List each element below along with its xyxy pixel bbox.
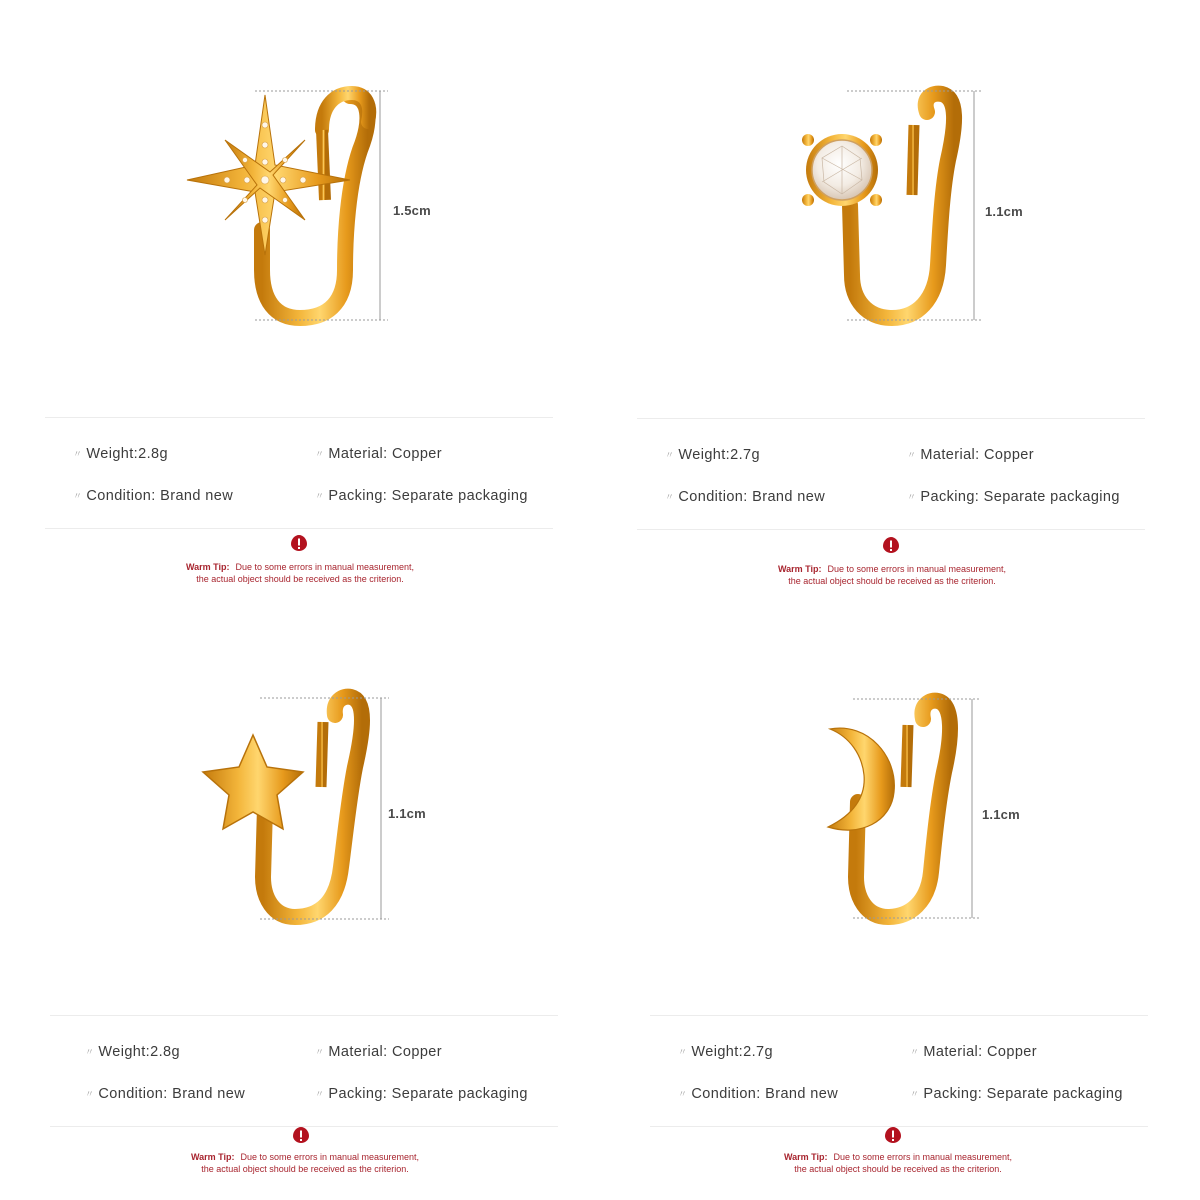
bullet-icon: 〃 [315,449,325,459]
condition-value: Brand new [160,488,234,504]
product-image [592,0,1192,380]
spec-packing [910,1086,1123,1102]
warning-icon [292,1126,310,1144]
packing-label: Packing: [328,488,388,504]
packing-label: Packing: [328,1086,388,1102]
condition-label: Condition: [86,488,156,504]
spec-material [907,447,1034,463]
packing-label: Packing: [920,489,980,505]
spec-weight [85,1044,180,1060]
condition-label: Condition: [691,1086,761,1102]
spec-condition [73,488,233,504]
warm-tip [105,1151,505,1175]
condition-value: Brand new [752,489,826,505]
tip-line1: Due to some errors in manual measurement, [827,564,1007,574]
packing-label: Packing: [923,1086,983,1102]
condition-label: Condition: [678,489,748,505]
product-panel-star [5,597,605,1197]
warning-icon [882,536,900,554]
tip-title: Warm Tip: [777,564,822,574]
crystal-nose-cuff [592,0,1192,380]
bullet-icon: 〃 [665,492,675,502]
warm-tip [692,563,1092,587]
spec-table [50,1015,558,1127]
warning-icon [884,1126,902,1144]
dimension-label: 1.1cm [388,806,426,821]
warm-tip [100,561,500,585]
dimension-label: 1.1cm [982,807,1020,822]
weight-text: Weight:2.7g [691,1044,773,1060]
spec-weight [665,447,760,463]
condition-label: Condition: [98,1086,168,1102]
product-panel-north-star [0,0,600,600]
star-nose-cuff [5,597,605,977]
spec-material [315,1044,442,1060]
bullet-icon: 〃 [910,1047,920,1057]
weight-text: Weight:2.7g [678,447,760,463]
condition-value: Brand new [765,1086,839,1102]
spec-condition [85,1086,245,1102]
spec-material [315,446,442,462]
bullet-icon: 〃 [678,1047,688,1057]
product-panel-crystal [592,0,1192,600]
spec-condition [678,1086,838,1102]
warm-tip [698,1151,1098,1175]
moon-nose-cuff [598,597,1198,977]
packing-value: Separate packaging [391,488,528,504]
material-text: Material: Copper [328,1044,442,1060]
bullet-icon: 〃 [85,1047,95,1057]
weight-text: Weight:2.8g [86,446,168,462]
tip-line1: Due to some errors in manual measurement, [240,1152,420,1162]
bullet-icon: 〃 [315,1047,325,1057]
bullet-icon: 〃 [678,1089,688,1099]
material-text: Material: Copper [920,447,1034,463]
spec-packing [907,489,1120,505]
dimension-label: 1.1cm [985,204,1023,219]
spec-table [650,1015,1148,1127]
spec-table [637,418,1145,530]
bullet-icon: 〃 [315,491,325,501]
spec-packing [315,1086,528,1102]
bullet-icon: 〃 [907,492,917,502]
product-image [0,0,600,380]
packing-value: Separate packaging [986,1086,1123,1102]
product-image [598,597,1198,977]
spec-table [45,417,553,529]
product-panel-moon [598,597,1198,1197]
packing-value: Separate packaging [983,489,1120,505]
bullet-icon: 〃 [665,450,675,460]
bullet-icon: 〃 [315,1089,325,1099]
spec-weight [73,446,168,462]
spec-condition [665,489,825,505]
bullet-icon: 〃 [907,450,917,460]
tip-title: Warm Tip: [185,562,230,572]
north-star-nose-cuff [0,0,600,380]
tip-title: Warm Tip: [783,1152,828,1162]
product-image [5,597,605,977]
bullet-icon: 〃 [910,1089,920,1099]
packing-value: Separate packaging [391,1086,528,1102]
tip-line1: Due to some errors in manual measurement, [235,562,415,572]
material-text: Material: Copper [923,1044,1037,1060]
tip-line2: the actual object should be received as the criterion. [201,1164,409,1174]
tip-title: Warm Tip: [190,1152,235,1162]
dimension-label: 1.5cm [393,203,431,218]
warning-icon [290,534,308,552]
condition-value: Brand new [172,1086,246,1102]
spec-packing [315,488,528,504]
spec-weight [678,1044,773,1060]
spec-material [910,1044,1037,1060]
bullet-icon: 〃 [85,1089,95,1099]
tip-line2: the actual object should be received as the criterion. [794,1164,1002,1174]
tip-line1: Due to some errors in manual measurement, [833,1152,1013,1162]
bullet-icon: 〃 [73,491,83,501]
tip-line2: the actual object should be received as the criterion. [196,574,404,584]
tip-line2: the actual object should be received as the criterion. [788,576,996,586]
weight-text: Weight:2.8g [98,1044,180,1060]
material-text: Material: Copper [328,446,442,462]
bullet-icon: 〃 [73,449,83,459]
